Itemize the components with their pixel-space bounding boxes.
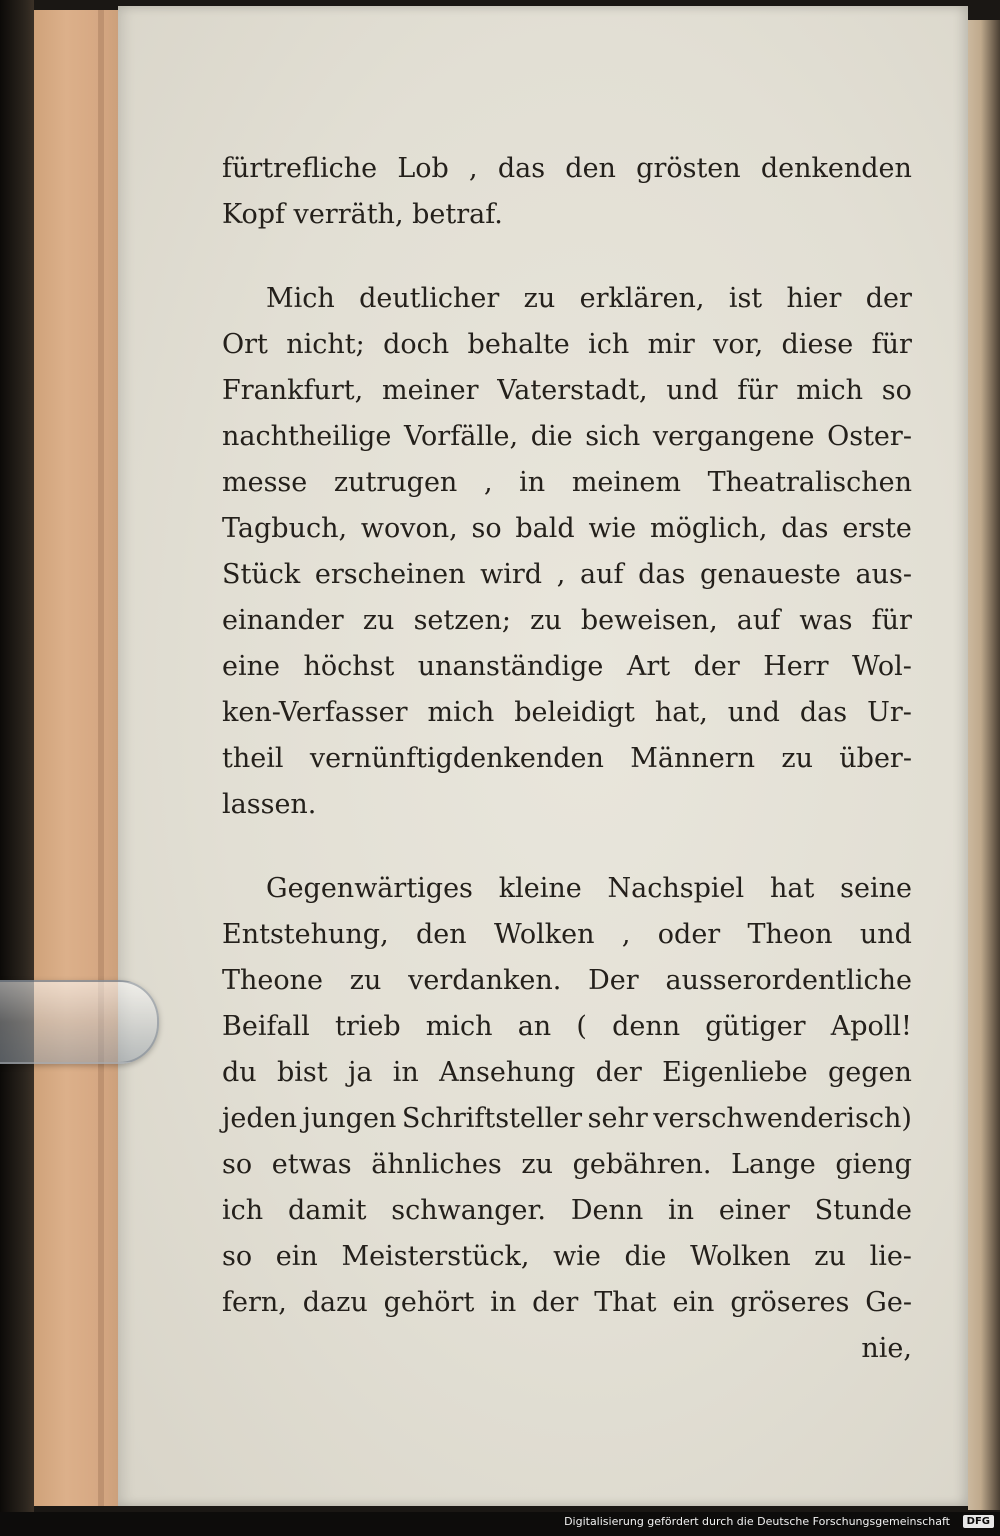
- word: Beifall: [222, 1011, 310, 1042]
- word: vor,: [713, 329, 764, 360]
- word: ich: [588, 329, 630, 360]
- word: mich: [427, 697, 495, 728]
- word: vergangene: [652, 421, 815, 452]
- word: zu: [781, 743, 813, 774]
- word: Eigenliebe: [662, 1057, 808, 1088]
- word: auf: [580, 559, 624, 590]
- digitization-credit: Digitalisierung gefördert durch die Deutsche Forschungsgemeinschaft: [564, 1515, 950, 1528]
- word: den: [416, 919, 467, 950]
- word: That: [594, 1287, 657, 1318]
- word: so: [222, 1149, 253, 1180]
- word: oder: [657, 919, 721, 950]
- word: das: [799, 697, 848, 728]
- word: was: [799, 605, 853, 636]
- word: Nachspiel: [607, 873, 745, 904]
- word: meiner: [381, 375, 479, 406]
- word: gebähren.: [572, 1149, 712, 1180]
- word: in: [668, 1195, 695, 1226]
- word: ein: [672, 1287, 715, 1318]
- word: erste: [842, 513, 912, 544]
- word: der: [595, 1057, 642, 1088]
- word: diese: [781, 329, 854, 360]
- word: die: [624, 1241, 667, 1272]
- word: deutlicher: [359, 283, 500, 314]
- word: dazu: [302, 1287, 368, 1318]
- binding-edge: [0, 0, 34, 1536]
- text-line: [222, 782, 912, 828]
- word: beleidigt: [514, 697, 635, 728]
- dfg-logo: DFG: [963, 1515, 994, 1528]
- text-line: [222, 322, 912, 368]
- word: das: [781, 513, 829, 544]
- word: Ansehung: [439, 1057, 576, 1088]
- word: verschwenderisch): [653, 1103, 912, 1134]
- text-line: [222, 146, 912, 192]
- word: denn: [612, 1011, 681, 1042]
- text-line: [222, 368, 912, 414]
- word: in: [392, 1057, 419, 1088]
- word: verdanken.: [408, 965, 562, 996]
- word: beweisen,: [580, 605, 718, 636]
- word: Männern: [630, 743, 756, 774]
- word: bist: [277, 1057, 328, 1088]
- word: Vorfälle,: [404, 421, 519, 452]
- line-text: lassen.: [222, 789, 317, 820]
- word: mir: [647, 329, 695, 360]
- word: wird: [480, 559, 543, 590]
- word: der: [865, 283, 912, 314]
- line-text: nie,: [861, 1333, 912, 1364]
- word: höchst: [303, 651, 395, 682]
- word: Tagbuch,: [222, 513, 348, 544]
- text-line: [222, 1326, 912, 1372]
- word: Lange: [731, 1149, 816, 1180]
- text-line: [222, 690, 912, 736]
- word: seine: [840, 873, 912, 904]
- word: Apoll!: [830, 1011, 912, 1042]
- word: Entstehung,: [222, 919, 389, 950]
- word: Theone: [222, 965, 323, 996]
- text-line: [222, 192, 912, 238]
- word: doch: [383, 329, 450, 360]
- word: erklären,: [579, 283, 705, 314]
- word: einander: [222, 605, 344, 636]
- word: Mich: [266, 283, 335, 314]
- word: das: [497, 153, 546, 184]
- page-right-edge: [968, 20, 1000, 1510]
- word: meinem: [571, 467, 682, 498]
- text-line: [222, 1142, 912, 1188]
- word: vernünftigdenkenden: [309, 743, 604, 774]
- word: genaueste: [700, 559, 841, 590]
- footer-bar: [0, 1512, 1000, 1536]
- text-line: [222, 598, 912, 644]
- text-line: [222, 506, 912, 552]
- word: die: [530, 421, 573, 452]
- word: an: [517, 1011, 552, 1042]
- text-line: [222, 552, 912, 598]
- word: mich: [425, 1011, 493, 1042]
- text-line: [222, 866, 912, 912]
- text-line: [222, 958, 912, 1004]
- word: wie: [588, 513, 637, 544]
- word: zu: [523, 283, 556, 314]
- word: Art: [626, 651, 671, 682]
- word: zu: [362, 605, 395, 636]
- text-line: [222, 1050, 912, 1096]
- word: jeden: [222, 1103, 298, 1134]
- word: Herr: [763, 651, 829, 682]
- word: behalte: [467, 329, 570, 360]
- word: Ort: [222, 329, 268, 360]
- text-line: [222, 460, 912, 506]
- word: einer: [718, 1195, 790, 1226]
- word: den: [565, 153, 616, 184]
- word: zu: [814, 1241, 846, 1272]
- text-line: [222, 276, 912, 322]
- word: Vaterstadt,: [497, 375, 648, 406]
- word: ,: [621, 919, 631, 950]
- word: grösten: [636, 153, 741, 184]
- word: das: [638, 559, 686, 590]
- word: ken-Verfasser: [222, 697, 408, 728]
- word: lie-: [869, 1241, 912, 1272]
- word: gütiger: [705, 1011, 806, 1042]
- text-line: [222, 1234, 912, 1280]
- word: für: [871, 329, 912, 360]
- text-line: [222, 1280, 912, 1326]
- word: bald: [515, 513, 575, 544]
- page-text: [222, 146, 912, 1372]
- text-line: [222, 1188, 912, 1234]
- word: (: [576, 1011, 587, 1042]
- text-line: [222, 1004, 912, 1050]
- word: fern,: [222, 1287, 287, 1318]
- word: mich: [796, 375, 864, 406]
- word: wovon,: [360, 513, 458, 544]
- word: so: [881, 375, 912, 406]
- word: für: [737, 375, 778, 406]
- word: zutrugen: [333, 467, 458, 498]
- word: so: [222, 1241, 253, 1272]
- word: Theon: [747, 919, 833, 950]
- word: möglich,: [650, 513, 768, 544]
- line-text: Kopf verräth, betraf.: [222, 199, 503, 230]
- word: und: [727, 697, 780, 728]
- word: theil: [222, 743, 284, 774]
- word: zu: [530, 605, 562, 636]
- word: eine: [222, 651, 280, 682]
- word: gegen: [827, 1057, 912, 1088]
- word: aus-: [855, 559, 912, 590]
- word: damit: [287, 1195, 367, 1226]
- word: Der: [588, 965, 639, 996]
- word: du: [222, 1057, 257, 1088]
- word: zu: [521, 1149, 553, 1180]
- word: für: [871, 605, 912, 636]
- text-line: [222, 644, 912, 690]
- word: ,: [483, 467, 493, 498]
- word: Meisterstück,: [341, 1241, 530, 1272]
- word: ,: [556, 559, 566, 590]
- word: ja: [347, 1057, 373, 1088]
- word: über-: [839, 743, 912, 774]
- word: Ur-: [867, 697, 912, 728]
- word: nachtheilige: [222, 421, 392, 452]
- word: hier: [786, 283, 842, 314]
- word: nicht;: [286, 329, 365, 360]
- word: der: [693, 651, 740, 682]
- word: Wol-: [852, 651, 912, 682]
- word: ausserordentliche: [665, 965, 912, 996]
- word: Lob: [397, 153, 449, 184]
- word: erscheinen: [314, 559, 466, 590]
- word: Ge-: [865, 1287, 912, 1318]
- word: Oster-: [827, 421, 912, 452]
- word: schwanger.: [391, 1195, 546, 1226]
- word: Theatralischen: [707, 467, 912, 498]
- word: unanständige: [417, 651, 604, 682]
- word: gieng: [835, 1149, 912, 1180]
- word: sehr: [587, 1103, 648, 1134]
- word: Schriftsteller: [401, 1103, 583, 1134]
- word: denkenden: [760, 153, 912, 184]
- word: ich: [222, 1195, 264, 1226]
- word: gehört: [383, 1287, 475, 1318]
- word: Stück: [222, 559, 301, 590]
- word: Denn: [570, 1195, 644, 1226]
- word: ,: [469, 153, 478, 184]
- word: zu: [349, 965, 382, 996]
- word: Frankfurt,: [222, 375, 364, 406]
- word: jungen: [302, 1103, 397, 1134]
- word: hat: [769, 873, 815, 904]
- word: Gegenwärtiges: [266, 873, 473, 904]
- word: kleine: [498, 873, 582, 904]
- word: fürtrefliche: [222, 153, 378, 184]
- word: Stunde: [814, 1195, 912, 1226]
- paragraph-gap: [222, 238, 912, 276]
- word: auf: [736, 605, 781, 636]
- word: hat,: [654, 697, 708, 728]
- page-clip: [0, 980, 159, 1064]
- paragraph-gap: [222, 828, 912, 866]
- word: in: [519, 467, 546, 498]
- text-line: [222, 1096, 912, 1142]
- word: in: [490, 1287, 517, 1318]
- text-line: [222, 414, 912, 460]
- word: der: [532, 1287, 579, 1318]
- word: sich: [585, 421, 641, 452]
- word: und: [666, 375, 719, 406]
- book-cover-board: [34, 10, 128, 1506]
- text-line: [222, 736, 912, 782]
- word: Wolken: [690, 1241, 791, 1272]
- word: ist: [728, 283, 763, 314]
- word: wie: [553, 1241, 601, 1272]
- word: und: [859, 919, 912, 950]
- word: etwas: [271, 1149, 352, 1180]
- word: Wolken: [493, 919, 595, 950]
- text-line: [222, 912, 912, 958]
- word: trieb: [334, 1011, 401, 1042]
- word: ähnliches: [371, 1149, 502, 1180]
- word: ein: [275, 1241, 318, 1272]
- word: messe: [222, 467, 308, 498]
- word: so: [471, 513, 502, 544]
- word: gröseres: [730, 1287, 850, 1318]
- word: setzen;: [413, 605, 511, 636]
